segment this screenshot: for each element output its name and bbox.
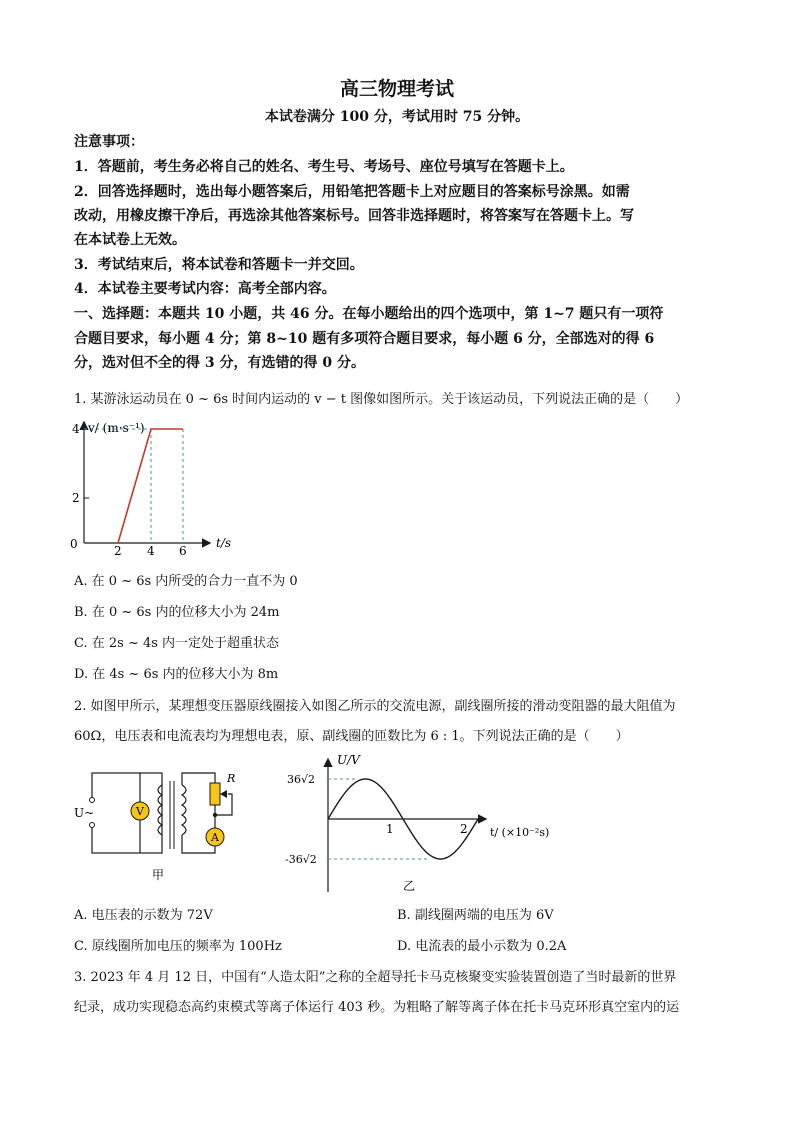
terminal (90, 823, 95, 828)
secondary-coil (182, 785, 186, 835)
x-tick-label: 2 (114, 544, 122, 558)
option-c: C. 在 2s ~ 4s 内一定处于超重状态 (74, 636, 280, 651)
notice-line: 改动，用橡皮擦干净后，再选涂其他答案标号。回答非选择题时，将答案写在答题卡上。写 (74, 208, 634, 224)
question-1-stem: 1. 某游泳运动员在 0 ~ 6s 时间内运动的 v − t 图像如图所示。关于该运动员，下列说法正确的是（ ） (74, 392, 689, 407)
junction (213, 813, 217, 817)
x-tick-label: 4 (147, 544, 155, 558)
option-a: A. 电压表的示数为 72V (74, 908, 213, 923)
option-b: B. 副线圈两端的电压为 6V (397, 908, 554, 923)
question-2-stem: 60Ω，电压表和电流表均为理想电表，原、副线圈的匝数比为 6 : 1。下列说法正确的是（ ） (74, 729, 629, 744)
primary-loop (92, 773, 162, 853)
figure-caption-jia: 甲 (152, 868, 165, 882)
y-axis-label: U/V (337, 753, 360, 767)
rheostat (210, 783, 220, 805)
ammeter-label: A (211, 831, 219, 844)
trough-label: -36√2 (285, 853, 317, 866)
page-title: 高三物理考试 (339, 78, 454, 100)
section-instructions: 合题目要求，每小题 4 分；第 8~10 题有多项符合题目要求，每小题 6 分，全部选对的得 6 (74, 331, 655, 347)
peak-label: 36√2 (287, 773, 316, 786)
x-axis-label: t/s (216, 536, 232, 550)
question-3-stem: 纪录，成功实现稳态高约束模式等离子体运行 403 秒。为粗略了解等离子体在托卡马克环形真空室内的运 (74, 1000, 680, 1015)
option-a: A. 在 0 ~ 6s 内所受的合力一直不为 0 (74, 574, 298, 589)
section-instructions: 一、选择题：本题共 10 小题，共 46 分。在每小题给出的四个选项中，第 1~7 题只有一项符 (74, 306, 664, 322)
question-2-stem: 2. 如图甲所示，某理想变压器原线圈接入如图乙所示的交流电源，副线圈所接的滑动变阻器的最大阻值为 (74, 699, 676, 714)
option-c: C. 原线圈所加电压的频率为 100Hz (74, 939, 282, 954)
notice-line: 在本试卷上无效。 (74, 232, 186, 248)
section-instructions: 分，选对但不全的得 3 分，有选错的得 0 分。 (74, 355, 365, 371)
notice-line: 4．本试卷主要考试内容：高考全部内容。 (74, 281, 336, 297)
x-tick-label: 2 (460, 822, 468, 836)
v-t-graph (64, 418, 254, 558)
notice-heading: 注意事项： (74, 134, 144, 150)
notice-line: 1．答题前，考生务必将自己的姓名、考生号、考场号、座位号填写在答题卡上。 (74, 159, 574, 175)
x-axis-label: t/ (×10⁻²s) (490, 826, 550, 839)
origin-label: 0 (70, 537, 78, 551)
rheostat-label: R (227, 772, 236, 785)
slider-arrow-icon (220, 790, 227, 798)
figure-caption-yi: 乙 (403, 879, 416, 893)
option-d: D. 电流表的最小示数为 0.2A (397, 939, 567, 954)
x-tick-label: 6 (179, 544, 187, 558)
primary-coil (158, 785, 162, 835)
notice-line: 2．回答选择题时，选出每小题答案后，用铅笔把答题卡上对应题目的答案标号涂黑。如需 (74, 184, 630, 200)
x-tick-label: 1 (386, 822, 394, 836)
y-tick-label: 2 (72, 491, 80, 505)
option-b: B. 在 0 ~ 6s 内的位移大小为 24m (74, 605, 280, 620)
notice-line: 3．考试结束后，将本试卷和答题卡一并交回。 (74, 257, 364, 273)
voltmeter-label: V (136, 805, 144, 818)
source-label: U~ (74, 806, 95, 820)
transformer-circuit (70, 765, 260, 885)
option-d: D. 在 4s ~ 6s 内的位移大小为 8m (74, 667, 279, 682)
exam-info: 本试卷满分 100 分，考试用时 75 分钟。 (264, 109, 530, 125)
y-tick-label: 4 (72, 422, 80, 436)
voltage-waveform (285, 752, 555, 897)
terminal (90, 798, 95, 803)
y-axis-label: v/ (m·s⁻¹) (88, 421, 145, 435)
question-3-stem: 3. 2023 年 4 月 12 日，中国有“人造太阳”之称的全超导托卡马克核聚变实验装置创造了当时最新的世界 (74, 970, 677, 985)
